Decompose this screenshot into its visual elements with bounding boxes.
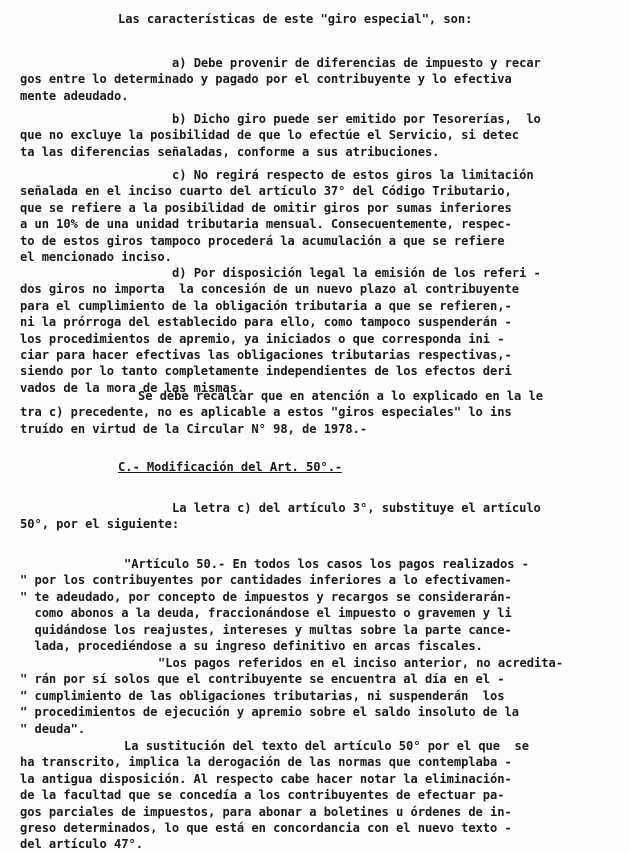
- closing-paragraph: [20, 738, 529, 853]
- text-line: " por los contribuyentes por cantidades inferiores a lo efectivamen-: [20, 573, 512, 588]
- section-heading-text: C.- Modificación del Art. 50°.-: [118, 460, 343, 474]
- text-line: "Artículo 50.- En todos los casos los pagos realizados -: [124, 557, 529, 571]
- text-line: to de estos giros tampoco procederá la acumulación a que se refiere: [20, 233, 505, 248]
- text-line: a) Debe provenir de diferencias de impuesto y recar: [172, 56, 541, 70]
- intro-line: [118, 11, 472, 27]
- text-line: ciar para hacer efectivas las obligaciones tributarias respectivas,-: [20, 348, 512, 363]
- text-line: que se refiere a la posibilidad de omitir giros por sumas inferiores: [20, 200, 512, 215]
- quote-article-50-paragraph-2: [20, 655, 563, 737]
- text-line: " rán por sí solos que el contribuyente se encuentra al día en el -: [20, 672, 505, 687]
- text-line: del artículo 47°.: [20, 837, 143, 852]
- text-line: ni la prórroga del establecido para ello, como tampoco suspenderán -: [20, 315, 512, 330]
- text-line: vados de la mora de las mismas.: [20, 380, 245, 395]
- text-line: como abonos a la deuda, fraccionándose el impuesto o gravemen y li: [20, 606, 512, 621]
- text-line: lada, procediéndose a su ingreso definitivo en arcas fiscales.: [20, 639, 483, 654]
- text-line: mente adeudado.: [20, 88, 129, 103]
- text-line: a un 10% de una unidad tributaria mensual. Consecuentemente, respec-: [20, 217, 512, 232]
- text-line: para el cumplimiento de la obligación tributaria a que se refieren,-: [20, 298, 512, 313]
- text-line: que no excluye la posibilidad de que lo efectúe el Servicio, si detec: [20, 128, 519, 143]
- text-line: la antigua disposición. Al respecto cabe hacer notar la eliminación-: [20, 771, 512, 786]
- text-line: " procedimientos de ejecución y apremio sobre el saldo insoluto de la: [20, 705, 519, 720]
- text-line: los procedimientos de apremio, ya iniciados o que corresponda ini -: [20, 331, 505, 346]
- note-paragraph: [20, 388, 543, 437]
- section-intro-paragraph: [20, 500, 541, 533]
- quote-article-50-paragraph-1: [20, 556, 529, 654]
- text-line: La sustitución del texto del artículo 50° por el que se: [124, 739, 529, 753]
- text-line: ha transcrito, implica la derogación de las normas que contemplaba -: [20, 755, 512, 770]
- text-line: La letra c) del artículo 3°, substituye el artículo: [172, 501, 541, 515]
- text-line: de la facultad que se concedía a los contribuyentes de efectuar pa-: [20, 788, 505, 803]
- text-line: tra c) precedente, no es aplicable a estos "giros especiales" lo ins: [20, 405, 512, 420]
- intro-text: Las características de este "giro especial", son:: [118, 12, 473, 26]
- text-line: gos parciales de impuestos, para abonar a boletines u órdenes de in-: [20, 804, 512, 819]
- text-line: señalada en el inciso cuarto del artículo 37° del Código Tributario,: [20, 184, 512, 199]
- text-line: Se debe recalcar que en atención a lo explicado en la le: [138, 389, 543, 403]
- text-line: " te adeudado, por concepto de impuestos y recargos se considerarán-: [20, 589, 512, 604]
- text-line: gos entre lo determinado y pagado por el contribuyente y lo efectiva: [20, 72, 512, 87]
- text-line: dos giros no importa la concesión de un nuevo plazo al contribuyente: [20, 282, 519, 297]
- text-line: c) No regirá respecto de estos giros la limitación: [172, 168, 534, 182]
- text-line: siendo por lo tanto completamente independientes de los efectos deri: [20, 364, 512, 379]
- text-line: " cumplimiento de las obligaciones tributarias, ni suspenderán los: [20, 688, 505, 703]
- text-line: 50°, por el siguiente:: [20, 517, 180, 532]
- text-line: el mencionado inciso.: [20, 250, 172, 265]
- text-line: b) Dicho giro puede ser emitido por Tesorerías, lo: [172, 112, 541, 126]
- text-line: "Los pagos referidos en el inciso anterior, no acredita-: [158, 656, 563, 670]
- section-heading: [118, 459, 342, 475]
- item-d-paragraph: [20, 265, 541, 396]
- text-line: greso determinados, lo que está en concordancia con el nuevo texto -: [20, 821, 512, 836]
- text-line: ta las diferencias señaladas, conforme a sus atribuciones.: [20, 144, 440, 159]
- text-line: d) Por disposición legal la emisión de los referi -: [172, 266, 541, 280]
- text-line: truído en virtud de la Circular N° 98, de 1978.-: [20, 421, 368, 436]
- text-line: " deuda".: [20, 721, 86, 736]
- item-c-paragraph: [20, 167, 534, 265]
- item-b-paragraph: [20, 111, 541, 160]
- text-line: quidándose los reajustes, intereses y multas sobre la parte cance-: [20, 622, 512, 637]
- item-a-paragraph: [20, 55, 541, 104]
